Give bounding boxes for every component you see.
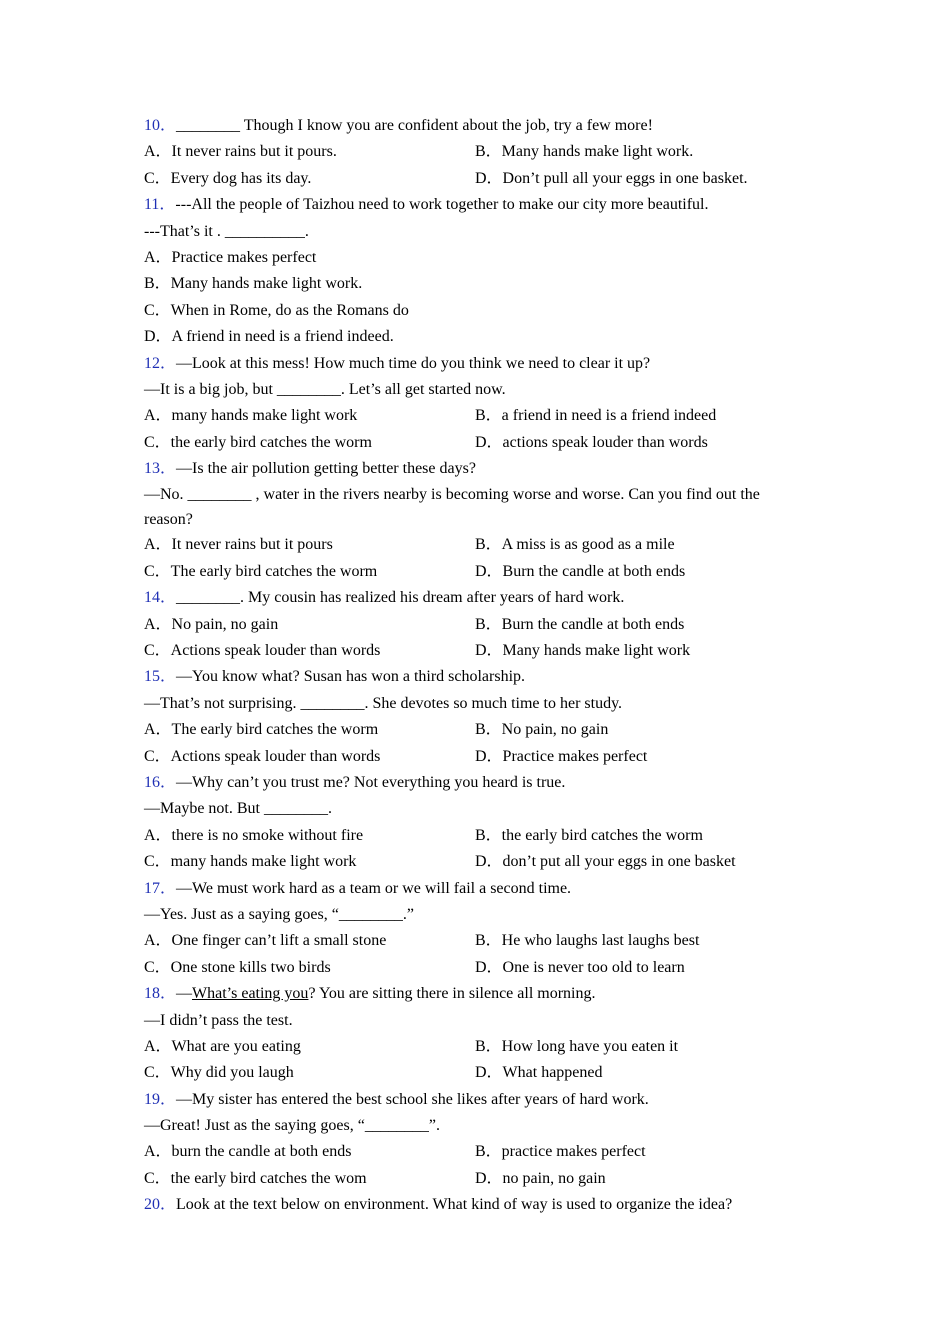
option-c: C．Actions speak louder than words [144, 747, 381, 765]
question-text: —My sister has entered the best school she likes after years of hard work. [176, 1090, 649, 1108]
question-text: —Why can’t you trust me? Not everything you heard is true. [176, 773, 566, 791]
option-c: C．The early bird catches the worm [144, 562, 378, 580]
question-16-stem [144, 770, 804, 796]
options-row [144, 403, 804, 429]
question-number: 19． [144, 1090, 177, 1108]
option-d: D．actions speak louder than words [475, 433, 708, 451]
options-row [144, 928, 804, 954]
option-c: C．many hands make light work [144, 853, 357, 871]
option-b: B．the early bird catches the worm [475, 826, 703, 844]
underlined-phrase: What’s eating you [192, 985, 309, 1003]
question-text-prefix: — [176, 985, 193, 1003]
reply-text: —That’s not surprising. ________. She devotes so much time to her study. [144, 694, 623, 712]
option-d: D．Don’t pull all your eggs in one basket. [475, 169, 748, 187]
options-row [144, 717, 804, 743]
reply-text: —Maybe not. But ________. [144, 800, 332, 818]
options-row [144, 1139, 804, 1165]
question-number: 17． [144, 879, 177, 897]
question-text: —Is the air pollution getting better these days? [176, 460, 476, 478]
question-18-stem [144, 981, 804, 1007]
option-d: D．no pain, no gain [475, 1169, 606, 1187]
option-a: A．Practice makes perfect [144, 248, 317, 266]
option-d: D．One is never too old to learn [475, 958, 685, 976]
question-number: 12． [144, 354, 177, 372]
option-a: A．No pain, no gain [144, 615, 279, 633]
question-number: 15． [144, 668, 177, 686]
option-b: B．Burn the candle at both ends [475, 615, 685, 633]
question-12-stem [144, 351, 804, 377]
question-20-stem [144, 1192, 804, 1218]
option-b: B．Many hands make light work. [144, 275, 363, 293]
option-d: D．A friend in need is a friend indeed. [144, 328, 394, 346]
option-d: D．Practice makes perfect [475, 747, 648, 765]
option-a: A．many hands make light work [144, 407, 358, 425]
option-a: A．It never rains but it pours [144, 536, 333, 554]
question-15-stem [144, 664, 804, 690]
options-row [144, 638, 804, 664]
question-number: 11． [144, 196, 176, 214]
option-a: A．burn the candle at both ends [144, 1143, 352, 1161]
option-c: C．Why did you laugh [144, 1064, 294, 1082]
options-row [144, 559, 804, 585]
options-row [144, 849, 804, 875]
question-11-stem [144, 192, 804, 218]
options-row [144, 430, 804, 456]
option-b: B．A miss is as good as a mile [475, 536, 675, 554]
question-text: ---All the people of Taizhou need to work together to make our city more beautiful. [175, 196, 709, 214]
option-a: A．It never rains but it pours. [144, 143, 337, 161]
option-d: D．Burn the candle at both ends [475, 562, 686, 580]
option-a: A．there is no smoke without fire [144, 826, 364, 844]
options-row [144, 139, 804, 165]
question-number: 13． [144, 460, 177, 478]
question-17-stem [144, 876, 804, 902]
reply-text: —Yes. Just as a saying goes, “________.” [144, 905, 414, 923]
options-row [144, 166, 804, 192]
question-10-stem [144, 113, 804, 139]
question-19-stem [144, 1087, 804, 1113]
option-b: B．practice makes perfect [475, 1143, 646, 1161]
option-d: D．don’t put all your eggs in one basket [475, 853, 736, 871]
options-row [144, 532, 804, 558]
reply-text: —It is a big job, but ________. Let’s all get started now. [144, 380, 506, 398]
option-b: B．No pain, no gain [475, 721, 609, 739]
options-row [144, 823, 804, 849]
reply-text: ---That’s it . __________. [144, 222, 309, 240]
question-number: 18． [144, 985, 177, 1003]
options-row [144, 1166, 804, 1192]
option-b: B．Many hands make light work. [475, 143, 694, 161]
option-c: C．One stone kills two birds [144, 958, 331, 976]
reply-text: —Great! Just as the saying goes, “________”. [144, 1117, 440, 1135]
question-number: 20． [144, 1196, 177, 1214]
options-row [144, 1034, 804, 1060]
option-c: C．When in Rome, do as the Romans do [144, 301, 409, 319]
question-text: ? You are sitting there in silence all morning. [308, 985, 596, 1003]
reply-text: —I didn’t pass the test. [144, 1011, 293, 1029]
option-b: B．How long have you eaten it [475, 1037, 679, 1055]
question-13-stem [144, 456, 804, 482]
question-text: Look at the text below on environment. What kind of way is used to organize the idea? [176, 1196, 733, 1214]
option-d: D．Many hands make light work [475, 642, 691, 660]
option-c: C．the early bird catches the wom [144, 1169, 367, 1187]
options-row [144, 744, 804, 770]
document-page [144, 113, 804, 1219]
option-b: B．He who laughs last laughs best [475, 932, 700, 950]
question-number: 16． [144, 773, 177, 791]
option-a: A．What are you eating [144, 1037, 301, 1055]
option-c: C．Every dog has its day. [144, 169, 312, 187]
options-row [144, 612, 804, 638]
question-text: ________ Though I know you are confident about the job, try a few more! [176, 117, 653, 134]
question-number: 10． [144, 117, 177, 134]
question-text: —We must work hard as a team or we will fail a second time. [176, 879, 572, 897]
options-row [144, 1060, 804, 1086]
options-row [144, 955, 804, 981]
question-number: 14． [144, 589, 177, 607]
question-text: —Look at this mess! How much time do you think we need to clear it up? [176, 354, 651, 372]
question-14-stem [144, 585, 804, 611]
option-c: C．the early bird catches the worm [144, 433, 372, 451]
option-d: D．What happened [475, 1064, 603, 1082]
option-c: C．Actions speak louder than words [144, 642, 381, 660]
option-a: A．One finger can’t lift a small stone [144, 932, 387, 950]
question-text: —You know what? Susan has won a third scholarship. [176, 668, 526, 686]
option-b: B．a friend in need is a friend indeed [475, 407, 717, 425]
reply-text: —No. ________ , water in the rivers nearby is becoming worse and worse. Can you find out the reason? [144, 486, 760, 529]
question-text: ________. My cousin has realized his dream after years of hard work. [176, 589, 625, 607]
option-a: A．The early bird catches the worm [144, 721, 379, 739]
